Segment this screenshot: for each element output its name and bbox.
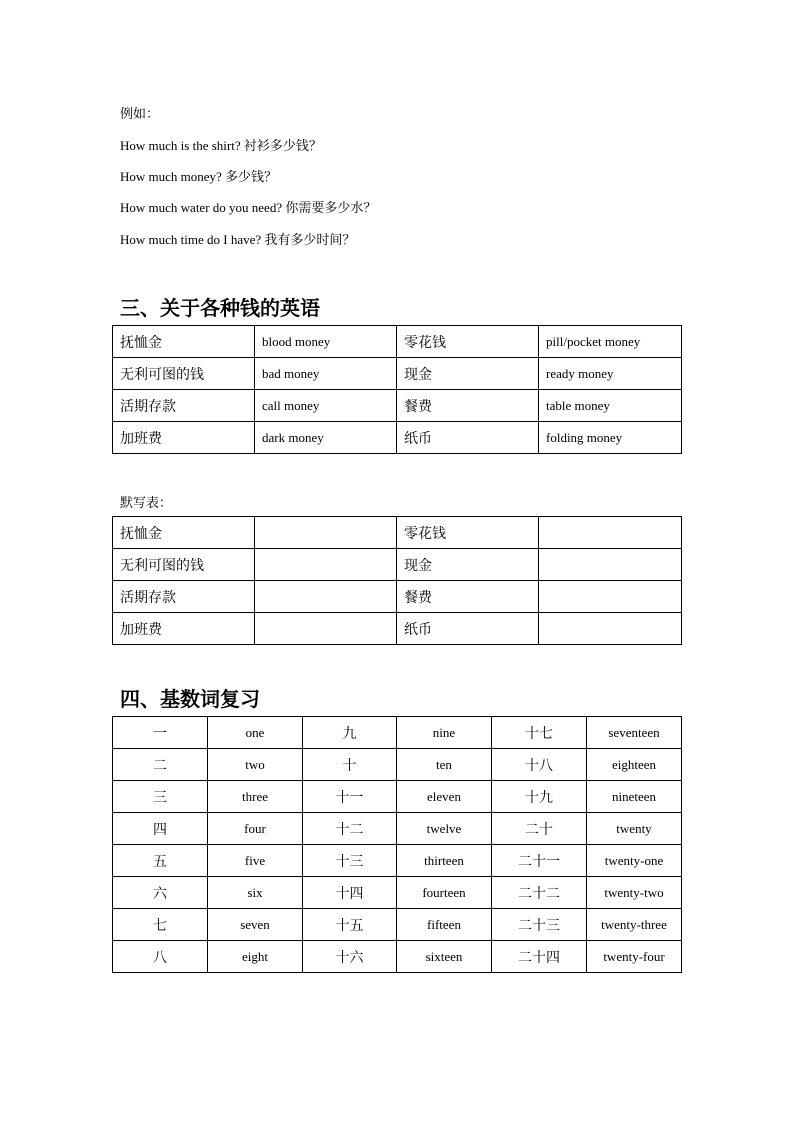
- table-cell: 二十四: [492, 941, 587, 973]
- table-row: [113, 781, 682, 813]
- table-cell: 餐费: [397, 390, 539, 422]
- table-cell: 餐费: [397, 581, 539, 613]
- answer-cell[interactable]: [255, 517, 397, 549]
- table-cell: 二十二: [492, 877, 587, 909]
- table-cell: 十四: [303, 877, 397, 909]
- table-cell: 六: [113, 877, 208, 909]
- table-cell: thirteen: [397, 845, 492, 877]
- table-cell: 十七: [492, 717, 587, 749]
- table-cell: twelve: [397, 813, 492, 845]
- table-cell: fourteen: [397, 877, 492, 909]
- table-cell: 二十: [492, 813, 587, 845]
- table-cell: 活期存款: [113, 390, 255, 422]
- money-vocabulary-table: [112, 325, 682, 454]
- table-cell: 加班费: [113, 613, 255, 645]
- example-line-3: How much water do you need? 你需要多少水？: [120, 200, 377, 215]
- table-cell: 十九: [492, 781, 587, 813]
- table-cell: call money: [255, 390, 397, 422]
- table-cell: twenty-four: [587, 941, 682, 973]
- table-cell: seven: [208, 909, 303, 941]
- table-cell: 抚恤金: [113, 517, 255, 549]
- answer-cell[interactable]: [539, 517, 682, 549]
- table-cell: 十二: [303, 813, 397, 845]
- table-cell: bad money: [255, 358, 397, 390]
- table-cell: pill/pocket money: [539, 326, 682, 358]
- dictation-label: 默写表：: [120, 495, 173, 510]
- section4-title: 四、基数词复习: [120, 689, 260, 711]
- table-cell: eighteen: [587, 749, 682, 781]
- table-cell: 零花钱: [397, 326, 539, 358]
- table-cell: 无利可图的钱: [113, 549, 255, 581]
- table-cell: sixteen: [397, 941, 492, 973]
- table-cell: 二十一: [492, 845, 587, 877]
- table-cell: twenty-three: [587, 909, 682, 941]
- table-cell: 加班费: [113, 422, 255, 454]
- table-row: [113, 581, 682, 613]
- example-line-1: How much is the shirt? 衬衫多少钱？: [120, 138, 322, 153]
- table-cell: nineteen: [587, 781, 682, 813]
- table-cell: dark money: [255, 422, 397, 454]
- table-cell: six: [208, 877, 303, 909]
- table-cell: 七: [113, 909, 208, 941]
- table-cell: ten: [397, 749, 492, 781]
- table-cell: twenty-two: [587, 877, 682, 909]
- table-row: [113, 390, 682, 422]
- table-cell: three: [208, 781, 303, 813]
- table-row: [113, 717, 682, 749]
- table-cell: 二十三: [492, 909, 587, 941]
- table-cell: 纸币: [397, 422, 539, 454]
- table-cell: 零花钱: [397, 517, 539, 549]
- examples-label: 例如：: [120, 106, 160, 121]
- dictation-table: [112, 516, 682, 645]
- table-cell: one: [208, 717, 303, 749]
- table-cell: 无利可图的钱: [113, 358, 255, 390]
- table-row: [113, 517, 682, 549]
- table-cell: 一: [113, 717, 208, 749]
- table-cell: 十六: [303, 941, 397, 973]
- table-row: [113, 813, 682, 845]
- table-cell: two: [208, 749, 303, 781]
- table-cell: 现金: [397, 358, 539, 390]
- table-row: [113, 845, 682, 877]
- cardinal-number-table: [112, 716, 682, 973]
- table-row: [113, 909, 682, 941]
- answer-cell[interactable]: [539, 549, 682, 581]
- table-cell: 二: [113, 749, 208, 781]
- table-row: [113, 358, 682, 390]
- table-cell: table money: [539, 390, 682, 422]
- table-cell: 十三: [303, 845, 397, 877]
- table-cell: 十: [303, 749, 397, 781]
- table-cell: 现金: [397, 549, 539, 581]
- table-cell: fifteen: [397, 909, 492, 941]
- table-cell: 五: [113, 845, 208, 877]
- table-row: [113, 877, 682, 909]
- table-cell: twenty: [587, 813, 682, 845]
- table-row: [113, 613, 682, 645]
- table-cell: twenty-one: [587, 845, 682, 877]
- table-cell: 十八: [492, 749, 587, 781]
- table-cell: 九: [303, 717, 397, 749]
- table-cell: folding money: [539, 422, 682, 454]
- table-cell: 三: [113, 781, 208, 813]
- table-row: [113, 326, 682, 358]
- table-cell: four: [208, 813, 303, 845]
- table-cell: 抚恤金: [113, 326, 255, 358]
- table-row: [113, 749, 682, 781]
- table-cell: 八: [113, 941, 208, 973]
- table-cell: 活期存款: [113, 581, 255, 613]
- table-cell: seventeen: [587, 717, 682, 749]
- table-cell: blood money: [255, 326, 397, 358]
- table-cell: 十一: [303, 781, 397, 813]
- answer-cell[interactable]: [255, 613, 397, 645]
- example-line-4: How much time do I have? 我有多少时间？: [120, 232, 356, 247]
- table-cell: eleven: [397, 781, 492, 813]
- table-cell: eight: [208, 941, 303, 973]
- answer-cell[interactable]: [539, 581, 682, 613]
- table-row: [113, 422, 682, 454]
- example-line-2: How much money? 多少钱？: [120, 169, 278, 184]
- table-cell: ready money: [539, 358, 682, 390]
- table-row: [113, 941, 682, 973]
- table-row: [113, 549, 682, 581]
- table-cell: five: [208, 845, 303, 877]
- table-cell: 四: [113, 813, 208, 845]
- answer-cell[interactable]: [255, 549, 397, 581]
- table-cell: nine: [397, 717, 492, 749]
- section3-title: 三、关于各种钱的英语: [120, 298, 320, 320]
- table-cell: 纸币: [397, 613, 539, 645]
- answer-cell[interactable]: [539, 613, 682, 645]
- answer-cell[interactable]: [255, 581, 397, 613]
- table-cell: 十五: [303, 909, 397, 941]
